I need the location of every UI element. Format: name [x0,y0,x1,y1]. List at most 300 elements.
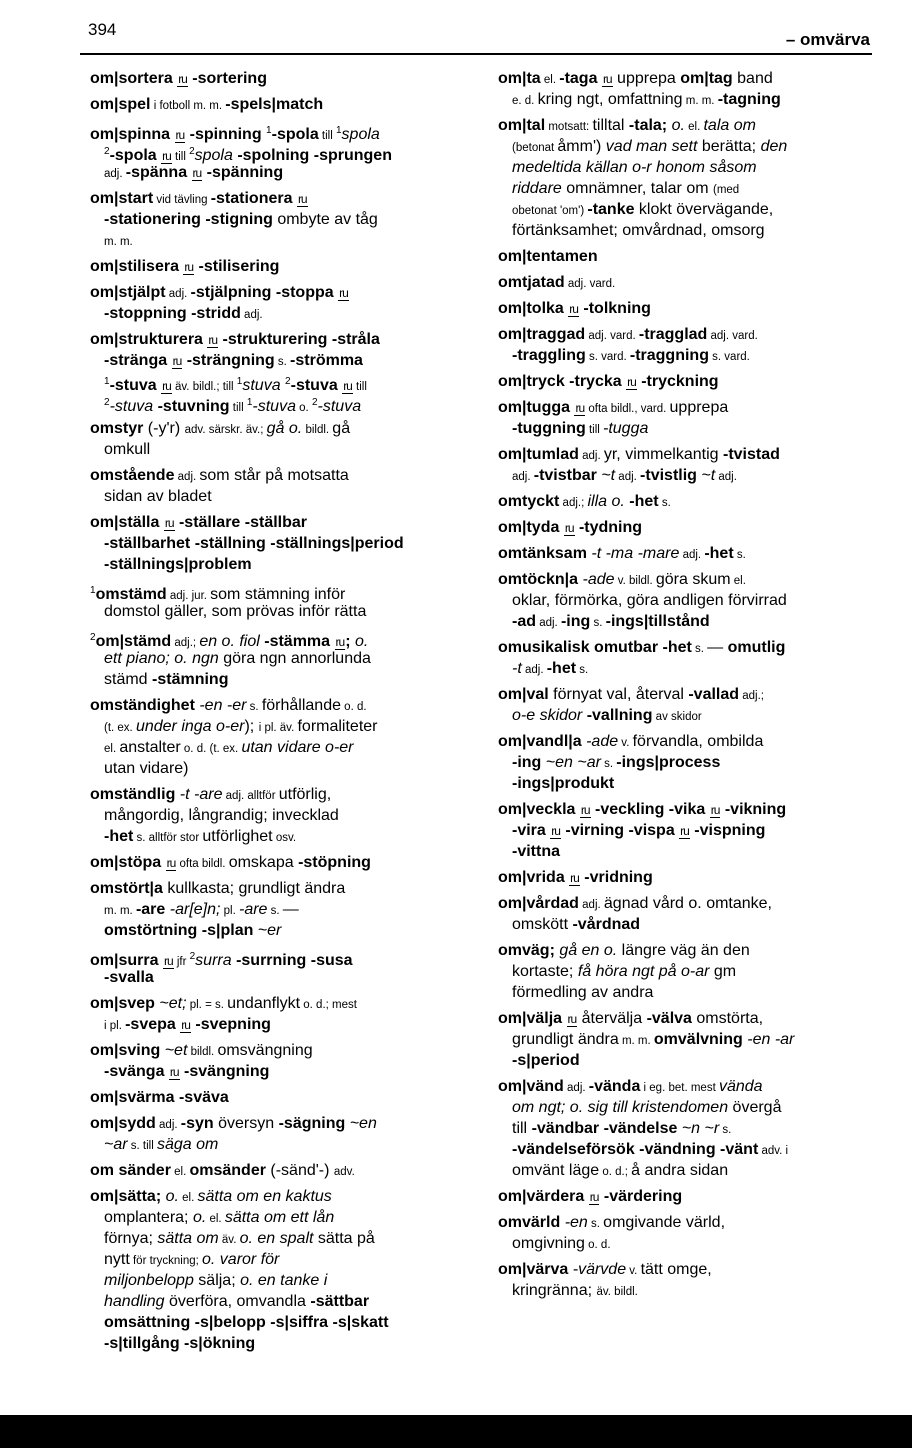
label-text: s. [719,1124,732,1136]
label-text: adj. [715,471,737,483]
definition-text: oklar, förmörka, göra andligen förvirrad [512,592,787,609]
dictionary-entry [90,1087,485,1108]
headword-text: -het [546,660,577,677]
label-text: till [352,381,367,393]
example-text: -stuva [252,398,296,415]
dictionary-entry [498,246,893,267]
headword-text: -surrning -susa [231,952,353,969]
label-text: adv. [333,1166,355,1178]
label-text: o. d. [340,701,367,713]
entry-line [498,1233,893,1254]
entry-line [90,141,485,162]
dictionary-entry [498,371,893,392]
entry-line [498,543,893,564]
example-text: spola [194,147,233,164]
headword-text: om|strukturera [90,331,203,348]
definition-text: omstörta, [691,1010,764,1027]
dictionary-entry [90,68,485,89]
label-text: s. vard. [708,351,750,363]
entry-line [90,1113,485,1134]
example-text: stuva [242,377,286,394]
entry-line [498,1186,893,1207]
headword-text: omstört|a [90,880,163,897]
dictionary-entry [90,627,485,690]
entry-line [90,94,485,115]
entry-line [90,784,485,805]
definition-text: omkull [104,441,151,458]
dictionary-entry [90,1160,485,1181]
definition-text: stämd [104,671,153,688]
label-text: adj. [104,168,126,180]
headword-text: om|sving [90,1042,161,1059]
label-text: el. [170,1166,190,1178]
label-text: adj.; [739,690,764,702]
example-text: surra [195,952,232,969]
headword-text: -svalla [104,969,154,986]
label-text: s. [658,497,671,509]
entry-line [498,1280,893,1301]
label-text: äv. bildl. [596,1286,638,1298]
dictionary-entry [90,1113,485,1155]
headword-text: -tvistlig [640,467,697,484]
headword-text: -tuggning [512,420,586,437]
verb-symbol: ru [589,1190,599,1204]
label-text: m. m. [682,95,718,107]
entry-line [90,512,485,533]
entry-line [498,68,893,89]
definition-text: upprepa [669,399,729,416]
verb-symbol: ru [208,333,218,347]
verb-symbol: ru [297,192,307,206]
definition-text [562,1010,566,1027]
example-text: ~er [253,922,282,939]
verb-symbol: ru [710,803,720,817]
label-text: adj. alltför [222,790,279,802]
headword-text: om sänder [90,1162,171,1179]
entry-line [90,1228,485,1249]
definition-text: sätta på [313,1230,375,1247]
example-text: -t -ma -mare [586,545,680,562]
label-text: adj. [615,471,641,483]
headword-text: ; [345,633,355,650]
example-text: vända [718,1078,763,1095]
headword-text: -vikning [720,801,787,818]
definition-text: — [282,901,299,918]
label-text: s. [267,905,283,917]
definition-text: som stämning inför [210,586,346,603]
entry-line [90,371,485,392]
entry-line [90,878,485,899]
label-text: adj. [240,309,263,321]
entry-line [498,820,893,841]
definition-text: tätt omge, [640,1261,712,1278]
example-text: ~t [596,467,616,484]
headword-text: omusikalisk omutbar -het [498,639,692,656]
label-text: bildl. [302,424,333,436]
entry-line [90,758,485,779]
entry-line [498,199,893,220]
definition-text: klokt övervägande, [634,201,774,218]
dictionary-entry [498,1259,893,1301]
label-text: s. [691,643,708,655]
dictionary-entry [498,940,893,1003]
dictionary-entry [498,569,893,632]
dictionary-entry [498,68,893,110]
homograph-number: 1 [246,397,253,408]
entry-line [90,648,485,669]
entry-line [498,569,893,590]
label-text: i pl. [104,1020,126,1032]
example-text: -en -er [194,697,247,714]
headword-text: -ställbarhet -ställning -ställnings|period [104,535,404,552]
entry-line [90,418,485,439]
homograph-number: 1 [236,376,243,387]
definition-text: översyn [213,1115,279,1132]
homograph-number: 2 [189,951,196,962]
example-text: riddare [512,180,562,197]
label-text: i pl. äv. [258,722,298,734]
definition-text: som står på motsatta [199,467,349,484]
label-text: (betonat [512,142,558,154]
definition-text: förtänksamhet; omvårdnad, omsorg [512,222,765,239]
label-text: adj. [521,664,547,676]
headword-text: -stuva [290,377,338,394]
dictionary-entry [90,695,485,779]
headword-text: om|val [498,686,549,703]
label-text: i eg. bet. mest [640,1082,719,1094]
label-text: s. vard. [585,351,630,363]
homograph-number: 1 [335,125,342,136]
definition-text: omgivning [512,1235,585,1252]
headword-text: omstyr [90,420,144,437]
headword-text: -ad [512,613,536,630]
headword-text: om|start [90,190,154,207]
headword-text: om|tal [498,117,546,134]
label-text: för tryckning; [129,1255,203,1267]
example-text: -värvde [568,1261,627,1278]
dictionary-entry [498,115,893,241]
example-text: ~et [160,1042,188,1059]
example-text: medeltida källan o-r honom såsom [512,159,757,176]
label-text: adj. vard. [707,330,758,342]
headword-text: omstående [90,467,175,484]
definition-text: återvälja [577,1010,647,1027]
entry-line [498,684,893,705]
dictionary-entry [90,120,485,183]
header-rule [80,53,872,55]
headword-text: -spänna [125,164,188,181]
dictionary-entry [90,188,485,251]
headword-text: -het [704,545,734,562]
label-text: adj. [155,1119,181,1131]
entry-line [90,350,485,371]
dictionary-entry [90,512,485,575]
verb-symbol: ru [163,954,173,968]
entry-line [498,799,893,820]
label-text: s. [246,701,262,713]
example-text: o. en tanke i [240,1272,328,1289]
definition-text: å andra sidan [631,1162,729,1179]
headword-text: -sättbar [310,1293,370,1310]
entry-line [90,1134,485,1155]
definition-text: gm [709,963,737,980]
definition-text: utförlig, [278,786,332,803]
label-text: o. d.; [599,1166,632,1178]
entry-line [498,491,893,512]
headword-text: -stationera [210,190,293,207]
definition-text: omsvängning [217,1042,313,1059]
definition-text: gå [332,420,351,437]
entry-line [90,1061,485,1082]
definition-text: utförlighet [202,828,273,845]
dictionary-entry [498,397,893,439]
headword-text: omtänksam [498,545,587,562]
entry-line [498,1160,893,1181]
headword-text: -het [104,828,134,845]
definition-text: mångordig, långrandig; invecklad [104,807,339,824]
dictionary-entry [498,684,893,726]
entry-line [90,282,485,303]
label-text: s. [600,758,617,770]
headword-text: -vispning [689,822,766,839]
entry-line [90,1160,485,1181]
headword-text: -värdering [599,1188,683,1205]
headword-text: -ings|tillstånd [605,613,710,630]
example-text: -en [560,1214,588,1231]
example-text: gå en o. [554,942,618,959]
example-text: få höra ngt på o-ar [577,963,710,980]
dictionary-entry [90,993,485,1035]
entry-line [498,324,893,345]
definition-text: ägnad vård o. omtanke, [603,895,772,912]
entry-line [90,826,485,847]
headword-text: -spola [109,147,157,164]
label-text: i fotboll m. m. [150,100,226,112]
example-text: sätta om ett lån [224,1209,335,1226]
example-text: -stuva [317,398,362,415]
dictionary-entry [498,893,893,935]
entry-line [90,580,485,601]
headword-text: om|välja [498,1010,563,1027]
label-text: el. [104,743,120,755]
headword-text: -ings|process [616,754,721,771]
headword-text: -traggning [629,347,709,364]
definition-text: berätta; [697,138,761,155]
headword-text: om|sortera [90,70,173,87]
definition-text: kortaste; [512,963,578,980]
headword-text: -strängning [182,352,275,369]
dictionary-entry [498,731,893,794]
example-text: ett piano; o. ngn [104,650,219,667]
headword-text: -tydning [574,519,643,536]
headword-text: omstämd [95,586,167,603]
verb-symbol: ru [178,72,187,86]
headword-text: om|sydd [90,1115,156,1132]
verb-symbol: ru [181,1018,190,1032]
headword-text: -stjälpning -stoppa [190,284,334,301]
dictionary-entry [498,298,893,319]
entry-line [498,246,893,267]
label-text: adj. [679,549,705,561]
definition-text [187,164,191,181]
entry-line [90,230,485,251]
headword-text: om|värva [498,1261,569,1278]
dictionary-entry [498,1186,893,1207]
homograph-number: 2 [311,397,318,408]
label-text: bildl. [187,1046,218,1058]
headword-text: -virning -vispa [560,822,675,839]
label-text: av skidor [652,711,702,723]
headword-text: -taga [559,70,598,87]
definition-text: omskött [512,916,573,933]
dictionary-entry [498,491,893,512]
entry-line [498,1118,893,1139]
entry-line [90,920,485,941]
left-column [90,68,485,1359]
headword-text: om|tolka [498,300,564,317]
headword-text: -tryckning [636,373,719,390]
label-text: osv. [272,832,297,844]
dictionary-entry [498,444,893,486]
entry-line [90,120,485,141]
label-text: till [585,424,603,436]
headword-text: -strukturering -stråla [218,331,380,348]
label-text: o. [295,402,312,414]
example-text: o-e skidor [512,707,583,724]
homograph-number: 2 [90,632,96,643]
entry-line [498,841,893,862]
definition-text: yr, vimmelkantig [603,446,723,463]
headword-text: -svepa [125,1016,176,1033]
headword-text: omvärld [498,1214,561,1231]
label-text: pl. = s. [186,999,228,1011]
headword-text: -svepning [190,1016,271,1033]
example-text: -en -ar [742,1031,795,1048]
label-text: till [229,402,247,414]
entry-line [498,658,893,679]
dictionary-entry [90,418,485,460]
definition-text: nytt [104,1251,130,1268]
headword-text: -het [624,493,659,510]
label-text: adj. [512,471,534,483]
verb-symbol: ru [162,149,171,163]
entry-line [498,867,893,888]
verb-symbol: ru [564,521,574,535]
headword-text: -tvistbar [533,467,597,484]
label-text: ofta bildl., vard. [585,403,670,415]
verb-symbol: ru [175,128,185,142]
definition-text: kullkasta; grundligt ändra [162,880,346,897]
label-text: el. [540,74,560,86]
example-text: tala om [703,117,756,134]
label-text: adj.; [171,637,200,649]
headword-text: om|svärma -sväva [90,1089,229,1106]
entry-line [90,1087,485,1108]
label-text: s. till [127,1140,157,1152]
label-text: m. m. [104,236,133,248]
headword-text: om|stilisera [90,258,179,275]
headword-text: -spinning [185,126,267,143]
entry-line [90,188,485,209]
label-text: el. [730,575,746,587]
definition-text: förmedling av andra [512,984,654,1001]
verb-symbol: ru [335,635,345,649]
definition-text: undanflykt [227,995,301,1012]
dictionary-entry [90,1186,485,1354]
dictionary-entry [498,1076,893,1181]
headword-text: omtyckt [498,493,560,510]
entry-line [498,345,893,366]
headword-text: om|traggad [498,326,586,343]
entry-line [90,601,485,622]
definition-text: — [707,639,728,656]
headword-text: -vallad [688,686,740,703]
definition-text: grundligt ändra [512,1031,619,1048]
verb-symbol: ru [567,1012,577,1026]
homograph-number: 1 [266,125,272,136]
label-text: o. d. (t. ex. [180,743,242,755]
dictionary-entry [90,1040,485,1082]
definition-text: förhållande [261,697,341,714]
dictionary-entry [498,637,893,679]
entry-line [498,1097,893,1118]
headword-text: omväg; [498,942,555,959]
page-number: 394 [88,20,117,39]
entry-line [498,397,893,418]
headword-text: om|tyda [498,519,560,536]
entry-line [498,1008,893,1029]
headword-text: -tolkning [578,300,651,317]
example-text: sätta om en kaktus [197,1188,332,1205]
entry-line [498,961,893,982]
label-text: jfr [173,956,190,968]
headword-text: -stränga [104,352,168,369]
entry-line [90,669,485,690]
label-text: till [171,151,190,163]
verb-symbol: ru [169,1065,179,1079]
example-text: o. [671,117,685,134]
definition-text [167,352,171,369]
headword-text: -vändelseförsök -vändning -vänt [512,1141,759,1158]
example-text: -are [239,901,268,918]
entry-line [90,329,485,350]
headword-text: -are [135,901,166,918]
headword-text: omtjatad [498,274,565,291]
label-text: adj. [578,899,604,911]
headword-text: om|tryck -trycka [498,373,622,390]
definition-text: formaliteter [297,718,378,735]
definition-text: (-y'r) [143,420,185,437]
entry-line [498,590,893,611]
headword-text: -syn [180,1115,214,1132]
headword-text: omsänder [189,1162,266,1179]
homograph-number: 2 [189,146,195,157]
example-text: om ngt; o. sig till kristendomen [512,1099,729,1116]
entry-line [498,220,893,241]
entry-line [90,486,485,507]
label-text: pl. [220,905,239,917]
headword-text: om|värdera [498,1188,585,1205]
verb-symbol: ru [172,354,182,368]
example-text: -ade [578,571,615,588]
dictionary-entry [90,465,485,507]
headword-text: om|spel [90,96,151,113]
headword-text: -stoppning -stridd [104,305,241,322]
entry-line [498,371,893,392]
headword-text: omständighet [90,697,195,714]
headword-text: -stilisering [194,258,280,275]
entry-line [498,89,893,110]
